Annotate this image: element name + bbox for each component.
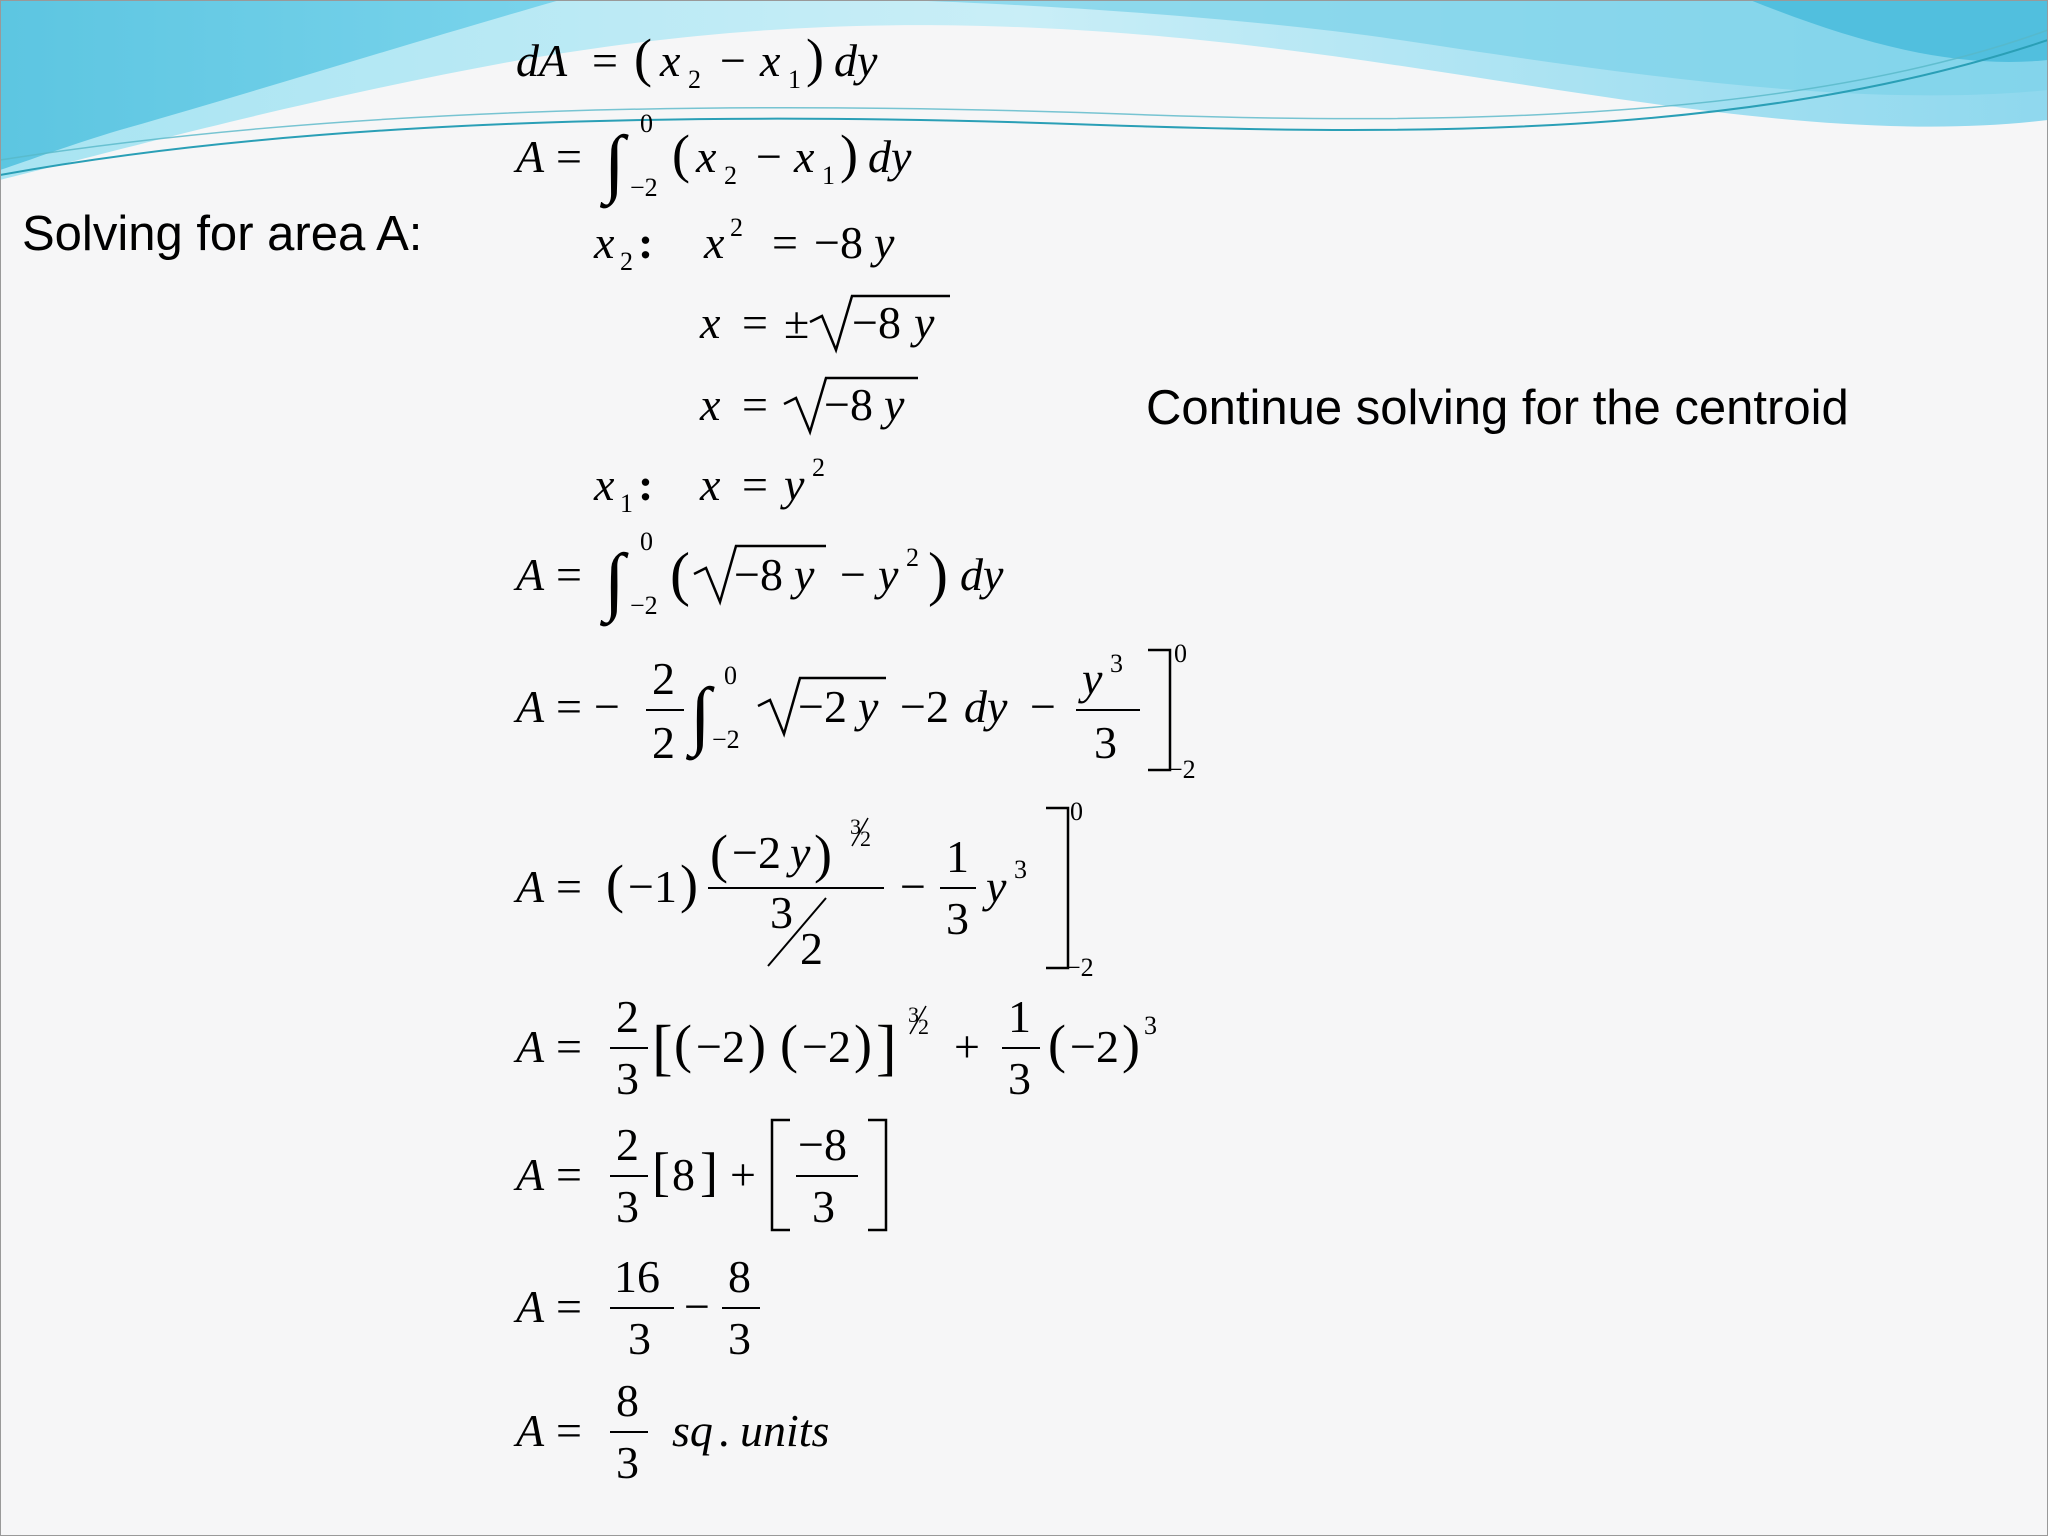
svg-text:x: x [760,35,781,86]
svg-text:−: − [594,681,620,732]
svg-text:2: 2 [906,543,919,572]
svg-text:A: A [516,861,545,912]
svg-text:dA: dA [516,35,568,86]
svg-text:3: 3 [1008,1053,1031,1104]
svg-text:8: 8 [616,1375,639,1426]
svg-text::: : [638,217,654,268]
svg-text:3: 3 [908,1002,919,1027]
svg-text:y: y [784,459,805,510]
equation-3 [593,213,895,276]
svg-text:2: 2 [616,991,639,1042]
svg-text:3: 3 [850,814,861,839]
svg-text:±: ± [784,297,810,348]
svg-text:3: 3 [1014,855,1027,884]
svg-text:2: 2 [730,213,743,242]
svg-text:sq: sq [672,1405,713,1456]
svg-text:−8: −8 [824,379,873,430]
svg-text:[: [ [652,1014,673,1082]
svg-text:−: − [756,131,782,182]
svg-text:): ) [680,854,698,914]
svg-text:1: 1 [946,831,969,882]
svg-text:y: y [986,861,1007,912]
svg-text:x: x [700,379,721,430]
equation-6 [593,453,825,518]
svg-text:−2: −2 [1070,1021,1119,1072]
svg-text:x: x [594,459,615,510]
svg-text:=: = [556,861,582,912]
svg-text:y: y [874,217,895,268]
svg-text:0: 0 [724,661,737,690]
svg-text:units: units [740,1405,830,1456]
svg-text:2: 2 [860,826,871,851]
svg-text:y: y [790,827,811,878]
svg-text:−2: −2 [1168,755,1196,784]
svg-text:]: ] [700,1142,718,1202]
svg-text:3: 3 [616,1053,639,1104]
svg-text:2: 2 [688,65,701,94]
svg-text:.: . [718,1405,730,1456]
equation-1 [516,28,878,94]
svg-text:1: 1 [822,161,835,190]
equation-9 [513,797,1094,982]
svg-text:=: = [556,549,582,600]
svg-text:A: A [516,1149,545,1200]
svg-text:=: = [742,459,768,510]
svg-text:2: 2 [724,161,737,190]
svg-text:(: ( [674,1014,692,1074]
svg-text:): ) [806,28,824,88]
svg-text:y: y [884,379,905,430]
svg-text:0: 0 [640,109,653,138]
equation-2 [513,109,912,209]
equation-12 [513,1251,760,1364]
equation-5 [699,378,918,432]
svg-text:0: 0 [1070,797,1083,826]
svg-text:x: x [700,459,721,510]
svg-text:0: 0 [1174,639,1187,668]
svg-text:=: = [556,131,582,182]
svg-text:−2: −2 [798,681,847,732]
svg-text:x: x [700,297,721,348]
svg-text:=: = [556,1405,582,1456]
svg-text:=: = [556,681,582,732]
svg-text:x: x [704,217,725,268]
svg-text:−8: −8 [798,1119,847,1170]
svg-text:1: 1 [620,489,633,518]
svg-text:A: A [516,549,545,600]
svg-text:[: [ [652,1142,670,1202]
svg-text:1: 1 [788,65,801,94]
svg-text:=: = [742,379,768,430]
svg-text:y: y [858,681,879,732]
svg-text:−2: −2 [630,173,658,202]
svg-text:): ) [1122,1014,1140,1074]
right-label: Continue solving for the centroid [1146,381,1849,435]
svg-text:x: x [696,131,717,182]
svg-text:(: ( [780,1014,798,1074]
svg-text:2: 2 [918,1014,929,1039]
svg-text:8: 8 [728,1251,751,1302]
svg-text:∫: ∫ [690,673,711,757]
svg-text:=: = [592,35,618,86]
equation-8 [513,639,1196,784]
svg-text:3: 3 [616,1181,639,1232]
svg-text:3: 3 [628,1313,651,1364]
svg-text:): ) [840,124,858,184]
svg-text:3: 3 [1094,717,1117,768]
svg-text:y: y [1082,653,1103,704]
svg-text::: : [638,459,654,510]
svg-text:−8: −8 [814,217,863,268]
svg-text:−1: −1 [628,861,677,912]
svg-text:=: = [742,297,768,348]
svg-text:3: 3 [616,1437,639,1488]
equation-4 [699,296,950,350]
svg-text:3: 3 [812,1181,835,1232]
equation-11 [513,1119,886,1232]
svg-text:=: = [772,217,798,268]
svg-text:=: = [556,1149,582,1200]
svg-text:A: A [516,1021,545,1072]
svg-text:y: y [794,549,815,600]
svg-text:3: 3 [1144,1011,1157,1040]
svg-text:): ) [814,824,832,884]
svg-text:−: − [684,1281,710,1332]
svg-text:0: 0 [640,527,653,556]
svg-text:3: 3 [728,1313,751,1364]
svg-text:x: x [594,217,615,268]
svg-text:−2: −2 [900,681,949,732]
svg-text:−8: −8 [734,549,783,600]
svg-text:−: − [720,35,746,86]
svg-text:dy: dy [960,549,1004,600]
svg-text:−: − [840,549,866,600]
svg-text:(: ( [670,541,690,607]
svg-text:2: 2 [812,453,825,482]
svg-text:−2: −2 [732,827,781,878]
equation-13 [513,1375,829,1488]
svg-text:−: − [900,861,926,912]
svg-text:A: A [516,131,545,182]
svg-text:2: 2 [620,247,633,276]
svg-text:=: = [556,1021,582,1072]
svg-text:(: ( [710,824,728,884]
svg-text:−2: −2 [712,725,740,754]
svg-text:1: 1 [1008,991,1031,1042]
svg-text:(: ( [672,124,690,184]
svg-text:): ) [748,1014,766,1074]
svg-text:16: 16 [614,1251,660,1302]
svg-text:(: ( [606,854,624,914]
svg-text:A: A [516,681,545,732]
svg-text:3: 3 [770,887,793,938]
svg-text:∫: ∫ [604,539,625,623]
svg-text:2: 2 [616,1119,639,1170]
svg-text:−2: −2 [630,591,658,620]
svg-text:A: A [516,1405,545,1456]
svg-text:(: ( [1048,1014,1066,1074]
svg-text:): ) [928,541,948,607]
svg-text:A: A [516,1281,545,1332]
svg-text:−8: −8 [852,297,901,348]
svg-text:dy: dy [834,35,878,86]
svg-text:3: 3 [946,893,969,944]
svg-text:=: = [556,1281,582,1332]
svg-text:y: y [878,549,899,600]
svg-text:x: x [794,131,815,182]
svg-text:3: 3 [1110,649,1123,678]
svg-text:): ) [854,1014,872,1074]
svg-text:8: 8 [672,1149,695,1200]
equation-7 [513,527,1004,627]
svg-text:x: x [660,35,681,86]
svg-text:+: + [730,1149,756,1200]
svg-text:2: 2 [800,923,823,974]
svg-text:(: ( [634,28,652,88]
svg-text:dy: dy [868,131,912,182]
svg-text:−2: −2 [696,1021,745,1072]
svg-text:+: + [954,1021,980,1072]
equation-10 [513,991,1157,1104]
svg-text:∫: ∫ [604,121,625,205]
left-label: Solving for area A: [22,207,423,261]
svg-text:2: 2 [652,653,675,704]
svg-text:−: − [1030,681,1056,732]
svg-text:−2: −2 [1066,953,1094,982]
svg-text:−2: −2 [802,1021,851,1072]
svg-text:y: y [914,297,935,348]
svg-text:2: 2 [652,717,675,768]
svg-text:]: ] [876,1014,897,1082]
svg-text:dy: dy [964,681,1008,732]
